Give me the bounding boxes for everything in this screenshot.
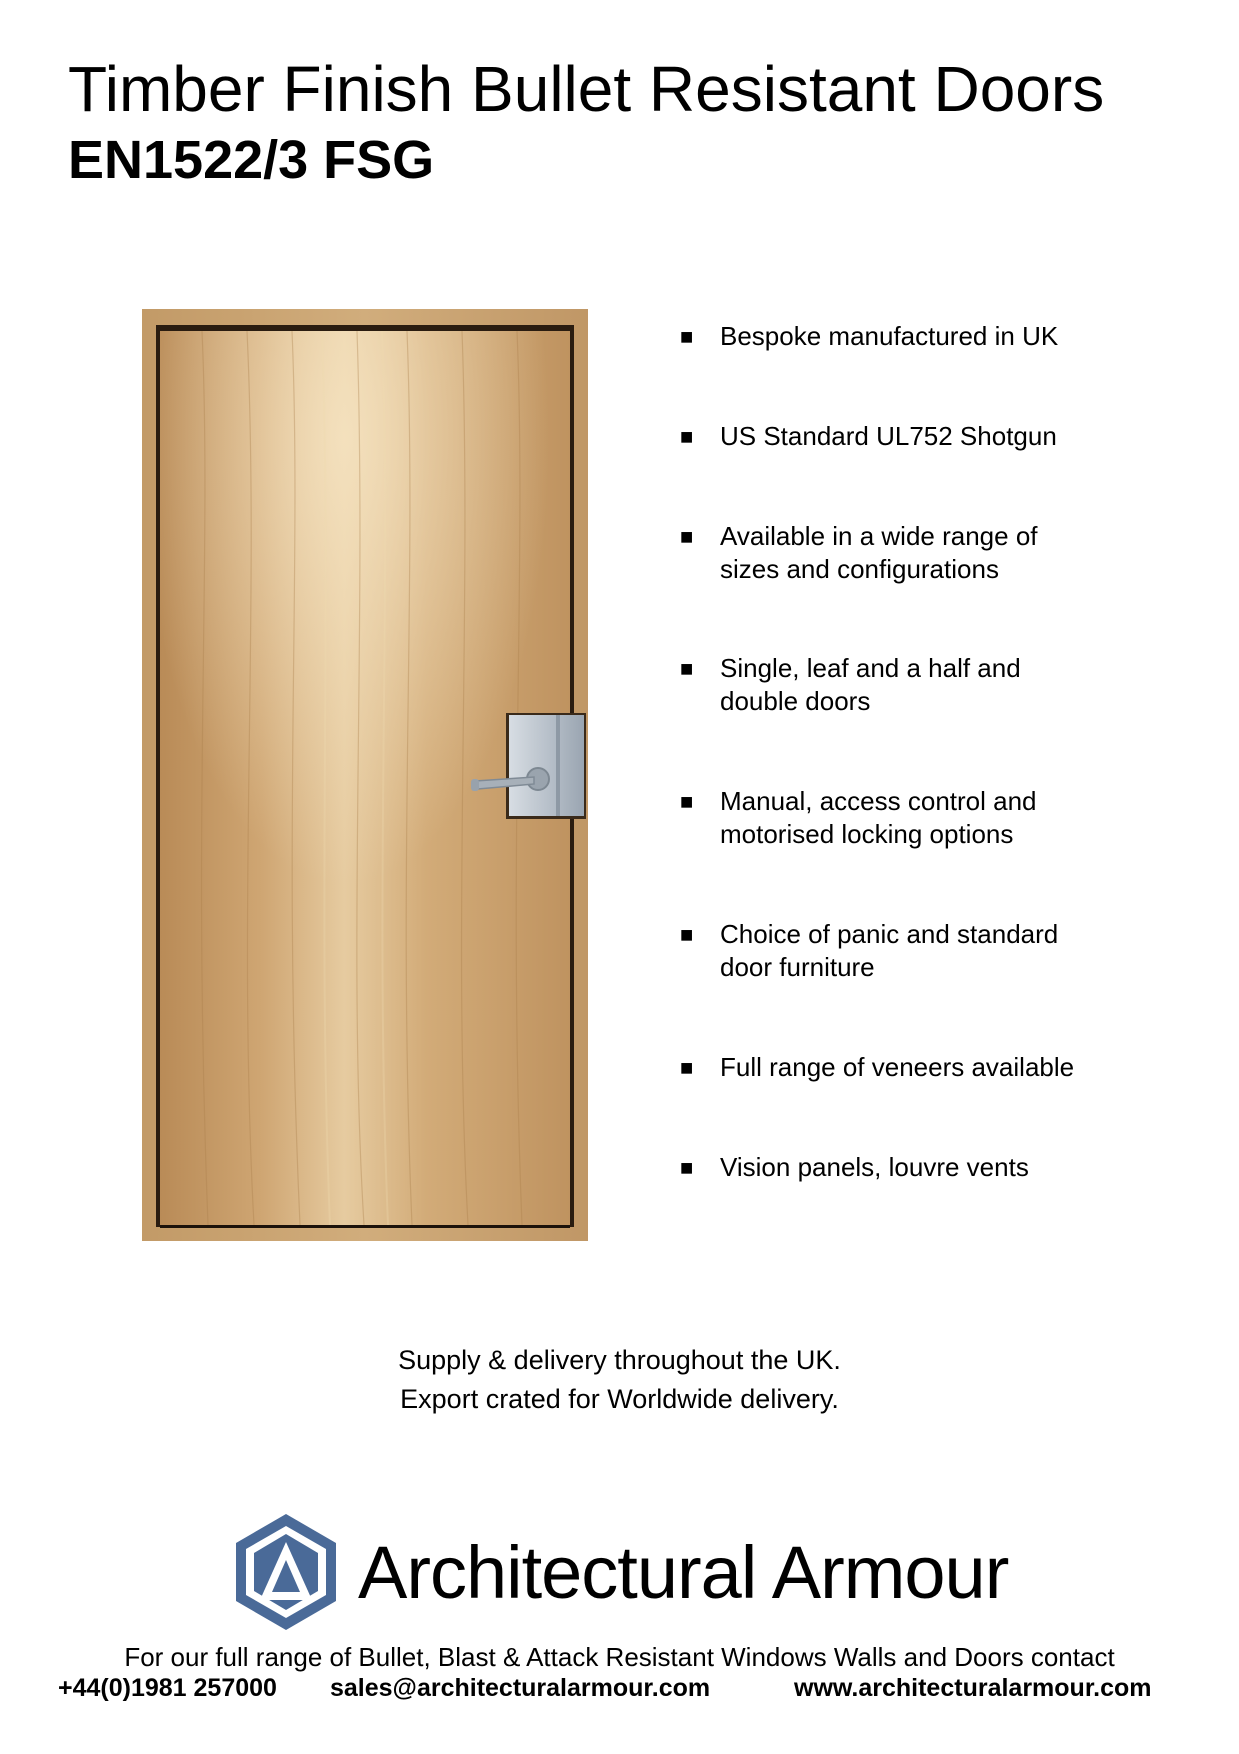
feature-item: [680, 1151, 1200, 1184]
brand-name: Architectural Armour: [358, 1531, 1009, 1614]
feature-item: [680, 320, 1200, 353]
phone-number[interactable]: +44(0)1981 257000: [58, 1674, 277, 1702]
feature-text: Choice of panic and standard door furniture: [720, 919, 1059, 982]
feature-item: [680, 520, 1200, 586]
feature-text: US Standard UL752 Shotgun: [720, 421, 1057, 451]
page-title: Timber Finish Bullet Resistant Doors: [68, 53, 1105, 125]
feature-text: Single, leaf and a half and double doors: [720, 653, 1021, 716]
door-image: [142, 309, 588, 1241]
bullet-square-icon: ■: [680, 1055, 694, 1080]
bullet-square-icon: ■: [680, 424, 694, 449]
bullet-square-icon: ■: [680, 789, 694, 814]
bullet-square-icon: ■: [680, 922, 694, 947]
feature-text: Full range of veneers available: [720, 1052, 1075, 1082]
contact-intro: For our full range of Bullet, Blast & Attack Resistant Windows Walls and Doors contact: [124, 1642, 1115, 1672]
website-link[interactable]: www.architecturalarmour.com: [794, 1674, 1152, 1702]
feature-item: [680, 918, 1200, 984]
hexagon-a-logo-icon: [234, 1512, 338, 1632]
bullet-square-icon: ■: [680, 1155, 694, 1180]
feature-item: [680, 652, 1200, 718]
feature-item: [680, 420, 1200, 453]
delivery-line-export: Export crated for Worldwide delivery.: [400, 1384, 839, 1414]
feature-text: Manual, access control and motorised locking options: [720, 786, 1037, 849]
feature-text: Available in a wide range of sizes and configurations: [720, 521, 1038, 584]
email-link[interactable]: sales@architecturalarmour.com: [330, 1674, 711, 1702]
page-subtitle: EN1522/3 FSG: [68, 130, 435, 190]
feature-item: [680, 1051, 1200, 1084]
feature-item: [680, 785, 1200, 851]
delivery-line-uk: Supply & delivery throughout the UK.: [398, 1345, 841, 1375]
bullet-square-icon: ■: [680, 656, 694, 681]
bullet-square-icon: ■: [680, 324, 694, 349]
feature-text: Bespoke manufactured in UK: [720, 321, 1059, 351]
bullet-square-icon: ■: [680, 524, 694, 549]
feature-text: Vision panels, louvre vents: [720, 1152, 1029, 1182]
